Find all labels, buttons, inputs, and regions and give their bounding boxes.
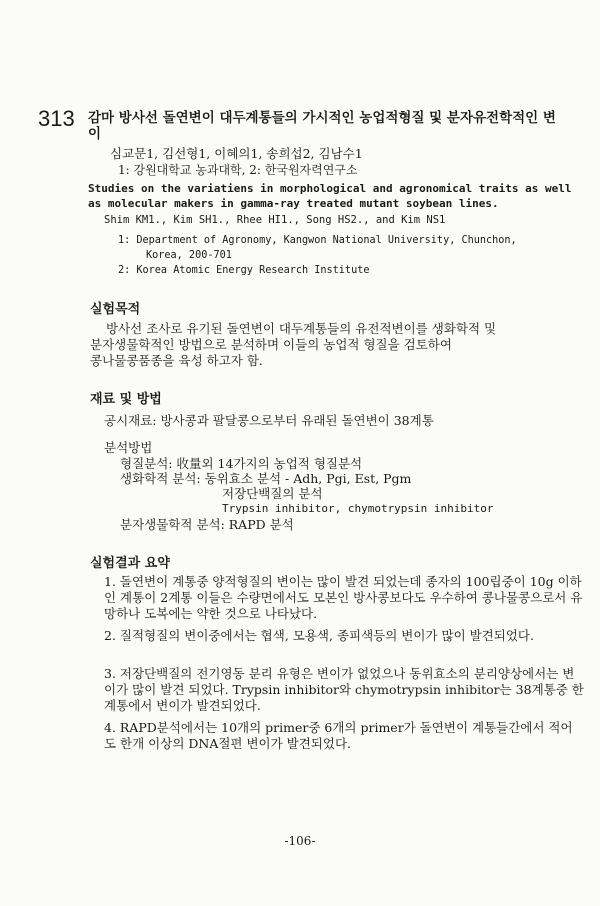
result-item: 3. 저장단백질의 전기영동 분리 유형은 변이가 없었으나 동위효소의 분리양상에서는 변이가 많이 발견 되었다. Trypsin inhibitor와 chymotrypsin inhibitor는 38계통중 한계통에서 변이가 발견되었다. <box>104 666 584 713</box>
purpose-line: 콩나물콩품종을 육성 하고자 함. <box>90 353 263 368</box>
analysis-item: 형질분석: 收量외 14가지의 농업적 형질분석 <box>120 456 363 471</box>
analysis-item: Trypsin inhibitor, chymotrypsin inhibitor <box>222 502 494 515</box>
affiliations-korean: 1: 강원대학교 농과대학, 2: 한국원자력연구소 <box>118 163 358 177</box>
affiliation-english-1: 1: Department of Agronomy, Kangwon National University, Chunchon, <box>118 235 517 246</box>
affiliation-english-2: 2: Korea Atomic Energy Research Institute <box>118 265 370 276</box>
title-english: Studies on the variatiens in morphological and agronomical traits as well as molecular makers in gamma-ray treated mutant soybean lines. <box>88 182 572 210</box>
result-item: 1. 돌연변이 계통중 양적형질의 변이는 많이 발견 되었는데 종자의 100립중이 10g 이하인 계통이 2계통 이들은 수량면에서도 모본인 방사콩보다도 우수하여 콩나물콩으로서 유망하나 도복에는 약한 것으로 나타났다. <box>104 574 583 621</box>
result-item: 2. 질적형질의 변이중에서는 협색, 모용색, 종피색등의 변이가 많이 발견되었다. <box>104 628 534 643</box>
section-heading-purpose: 실험목적 <box>90 302 141 317</box>
paper-number: 313 <box>38 106 75 131</box>
analysis-item: 분자생물학적 분석: RAPD 분석 <box>120 517 294 532</box>
authors-english: Shim KM1., Kim SH1., Rhee HI1., Song HS2., and Kim NS1 <box>104 214 446 226</box>
page-number: -106- <box>284 834 316 848</box>
purpose-line: 방사선 조사로 유기된 돌연변이 대두계통들의 유전적변이를 생화학적 및 <box>106 321 497 336</box>
section-heading-results: 실험결과 요약 <box>90 556 170 571</box>
affiliation-english-1-cont: Korea, 200-701 <box>146 250 232 261</box>
purpose-line: 분자생물학적인 방법으로 분석하며 이들의 농업적 형질을 검토하여 <box>90 337 452 352</box>
analysis-label: 분석방법 <box>104 440 153 455</box>
result-item: 4. RAPD분석에서는 10개의 primer중 6개의 primer가 돌연변이 계통들간에서 적어도 한개 이상의 DNA절편 변이가 발견되었다. <box>104 720 573 751</box>
section-heading-methods: 재료 및 방법 <box>90 392 162 407</box>
materials-text: 공시재료: 방사콩과 팔달콩으로부터 유래된 돌연변이 38계통 <box>104 413 434 428</box>
analysis-item: 저장단백질의 분석 <box>222 486 323 501</box>
title-korean: 감마 방사선 돌연변이 대두계통들의 가시적인 농업적형질 및 분자유전학적인 변이 <box>88 110 556 142</box>
analysis-item: 생화학적 분석: 동위효소 분석 - Adh, Pgi, Est, Pgm <box>120 471 412 486</box>
authors-korean: 심교문1, 김선형1, 이혜의1, 송희섭2, 김남수1 <box>110 146 363 161</box>
